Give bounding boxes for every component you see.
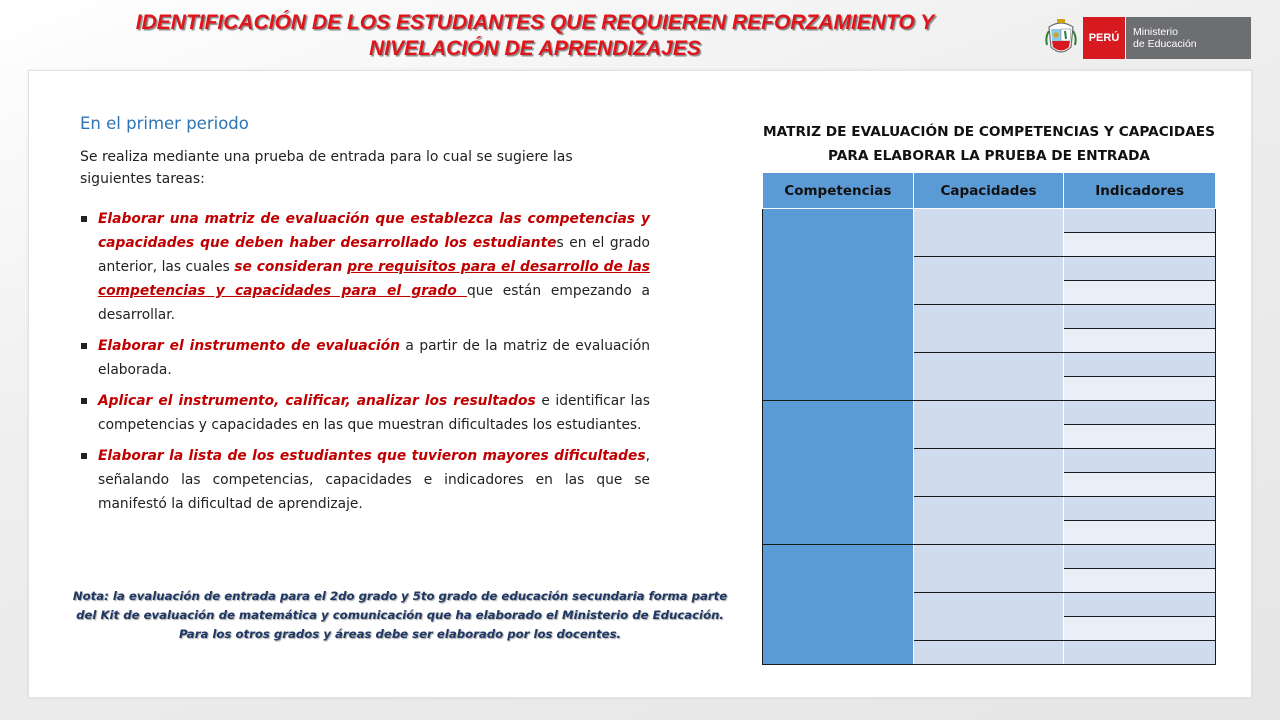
matrix-header-row: [763, 173, 1216, 209]
task-3-emphasis: Aplicar el instrumento, calificar, analizar los resultados: [98, 393, 536, 409]
indicador-cell[interactable]: [1064, 281, 1216, 305]
bullet-square-icon: [81, 398, 87, 404]
intro-paragraph: Se realiza mediante una prueba de entrada para lo cual se sugiere las siguientes tareas:: [80, 149, 573, 187]
indicador-cell[interactable]: [1064, 569, 1216, 593]
header-competencias: Competencias: [763, 173, 914, 209]
capacidad-cell[interactable]: [913, 305, 1064, 353]
indicador-cell[interactable]: [1064, 497, 1216, 521]
indicador-cell[interactable]: [1064, 353, 1216, 377]
capacidad-cell[interactable]: [913, 209, 1064, 257]
task-4-emphasis: Elaborar la lista de los estudiantes que tuvieron mayores dificultades: [98, 448, 646, 464]
task-item-1: [80, 207, 650, 327]
header-indicadores: Indicadores: [1064, 173, 1216, 209]
task-1-text: s en el grado anterior, las cuales: [98, 235, 650, 275]
task-2-text: a partir de la matriz de evaluación elaborada.: [98, 338, 651, 378]
task-2-emphasis: Elaborar el instrumento de evaluación: [98, 338, 400, 354]
task-3-text: e identificar las competencias y capacidades en las que muestran dificultades los estudiantes.: [98, 393, 650, 433]
capacidad-cell[interactable]: [913, 401, 1064, 449]
indicador-cell[interactable]: [1064, 401, 1216, 425]
logo-ministry-line-1: Ministerio: [1133, 26, 1178, 38]
indicador-cell[interactable]: [1064, 257, 1216, 281]
evaluation-matrix: [762, 172, 1216, 665]
capacidad-cell[interactable]: [913, 641, 1064, 665]
bullet-square-icon: [81, 216, 87, 222]
task-1-underlined: pre requisitos para el desarrollo de las competencias y capacidades para el grado: [98, 259, 650, 299]
bullet-square-icon: [81, 453, 87, 459]
task-item-4: [80, 444, 650, 516]
indicador-cell[interactable]: [1064, 305, 1216, 329]
indicador-cell[interactable]: [1064, 425, 1216, 449]
matrix-title: MATRIZ DE EVALUACIÓN DE COMPETENCIAS Y CAPACIDAES PARA ELABORAR LA PRUEBA DE ENTRADA: [762, 124, 1216, 164]
logo-country: PERÚ: [1083, 17, 1125, 59]
minedu-logo: [1045, 17, 1251, 59]
capacidad-cell[interactable]: [913, 257, 1064, 305]
competencia-cell[interactable]: [763, 209, 914, 401]
capacidad-cell[interactable]: [913, 545, 1064, 593]
competencia-cell[interactable]: [763, 545, 914, 665]
task-item-2: [80, 334, 650, 382]
task-1-emphasis-2: se consideran: [234, 259, 348, 275]
indicador-cell[interactable]: [1064, 641, 1216, 665]
indicador-cell[interactable]: [1064, 593, 1216, 617]
note-text: Nota: la evaluación de entrada para el 2do grado y 5to grado de educación secundaria forma parte del Kit de evaluación de matemática y comunicación que ha elaborado el Ministerio de Educación. Para los otros grados y áreas debe ser elaborado por los docentes.: [72, 589, 728, 641]
task-list: [80, 207, 650, 516]
indicador-cell[interactable]: [1064, 449, 1216, 473]
bullet-square-icon: [81, 343, 87, 349]
task-1-emphasis: Elaborar una matriz de evaluación que establezca las competencias y capacidades que deben haber desarrollado los estudiante: [98, 211, 650, 251]
section-subtitle: En el primer periodo: [80, 114, 249, 133]
task-1-text-2: que están empezando a desarrollar.: [98, 283, 651, 323]
indicador-cell[interactable]: [1064, 233, 1216, 257]
logo-ministry: [1125, 17, 1251, 59]
capacidad-cell[interactable]: [913, 353, 1064, 401]
matrix-row: [763, 401, 1216, 425]
indicador-cell[interactable]: [1064, 329, 1216, 353]
left-column: [80, 114, 650, 523]
indicador-cell[interactable]: [1064, 545, 1216, 569]
slide-title: [40, 10, 1030, 62]
indicador-cell[interactable]: [1064, 521, 1216, 545]
task-item-3: [80, 389, 650, 437]
competencia-cell[interactable]: [763, 401, 914, 545]
logo-ministry-line-2: de Educación: [1133, 38, 1197, 50]
matrix-row: [763, 545, 1216, 569]
task-4-text: , señalando las competencias, capacidades e indicadores en las que se manifestó la dificultad de aprendizaje.: [98, 448, 650, 512]
capacidad-cell[interactable]: [913, 593, 1064, 641]
title-line-1: IDENTIFICACIÓN DE LOS ESTUDIANTES QUE REQUIEREN REFORZAMIENTO Y: [135, 11, 935, 34]
indicador-cell[interactable]: [1064, 617, 1216, 641]
indicador-cell[interactable]: [1064, 209, 1216, 233]
indicador-cell[interactable]: [1064, 377, 1216, 401]
header-capacidades: Capacidades: [913, 173, 1064, 209]
capacidad-cell[interactable]: [913, 449, 1064, 497]
capacidad-cell[interactable]: [913, 497, 1064, 545]
matrix-row: [763, 209, 1216, 233]
title-line-2: NIVELACIÓN DE APRENDIZAJES: [369, 37, 701, 60]
coat-of-arms-icon: [1045, 17, 1077, 59]
indicador-cell[interactable]: [1064, 473, 1216, 497]
